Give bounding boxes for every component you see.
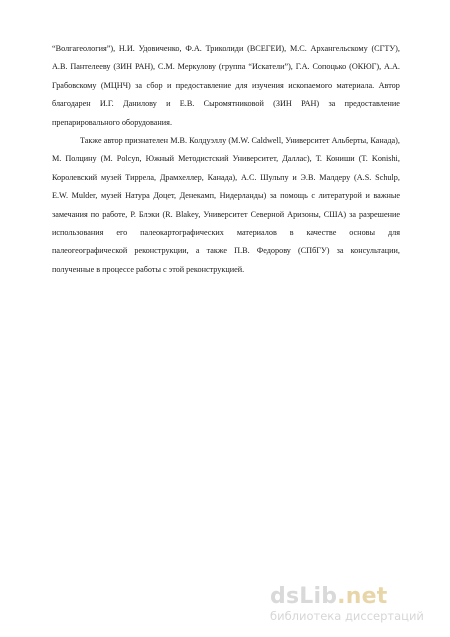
watermark-subtitle: библиотека диссертаций [270, 609, 424, 623]
document-body [52, 40, 400, 279]
text-line: замечания по работе, Р. Блэки (R. Blakey, Университет Северной Аризоны, США) за разрешение [52, 209, 400, 219]
text-line: Также автор признателен М.В. Колдуэллу (M.W. Caldwell, Университет Альберты, Канада), [80, 136, 400, 146]
text-line: Королевский музей Тиррела, Драмхеллер, Канада), А.С. Шульпу и Э.В. Малдеру (A.S. Schulp, [52, 172, 400, 182]
text-line: препарировального оборудования. [52, 117, 172, 127]
text-line: использования его палеокартографических материалов в качестве основы для [52, 228, 400, 238]
text-line: палеогеографической реконструкции, а также П.В. Федорову (СПбГУ) за консультации, [52, 246, 400, 256]
text-line: М. Полцину (M. Polcyn, Южный Методистский Университет, Даллас), Т. Кониши (T. Konishi, [52, 154, 400, 164]
text-line: благодарен И.Г. Данилову и Е.В. Сыромятниковой (ЗИН РАН) за предоставление [52, 99, 400, 109]
text-line: E.W. Mulder, музей Натура Доцет, Денекамп, Нидерланды) за помощь с литературой и важные [52, 191, 400, 201]
text-line: Грабовскому (МЦНЧ) за сбор и предоставление для изучения ископаемого материала. Автор [52, 80, 400, 90]
text-line: “Волгагеология”), Н.И. Удовиченко, Ф.А. Триколиди (ВСЕГЕИ), М.С. Архангельскому (СГТУ), [52, 44, 400, 53]
site-watermark [270, 586, 430, 623]
text-line: полученные в процессе работы с этой реконструкцией. [52, 264, 245, 274]
text-line: А.В. Пантелееву (ЗИН РАН), С.М. Меркулову (группа “Искатели”), Г.А. Сопоцько (ОКЮГ), А.А. [52, 62, 400, 72]
dslib-logo: dsLib.net [270, 584, 388, 609]
